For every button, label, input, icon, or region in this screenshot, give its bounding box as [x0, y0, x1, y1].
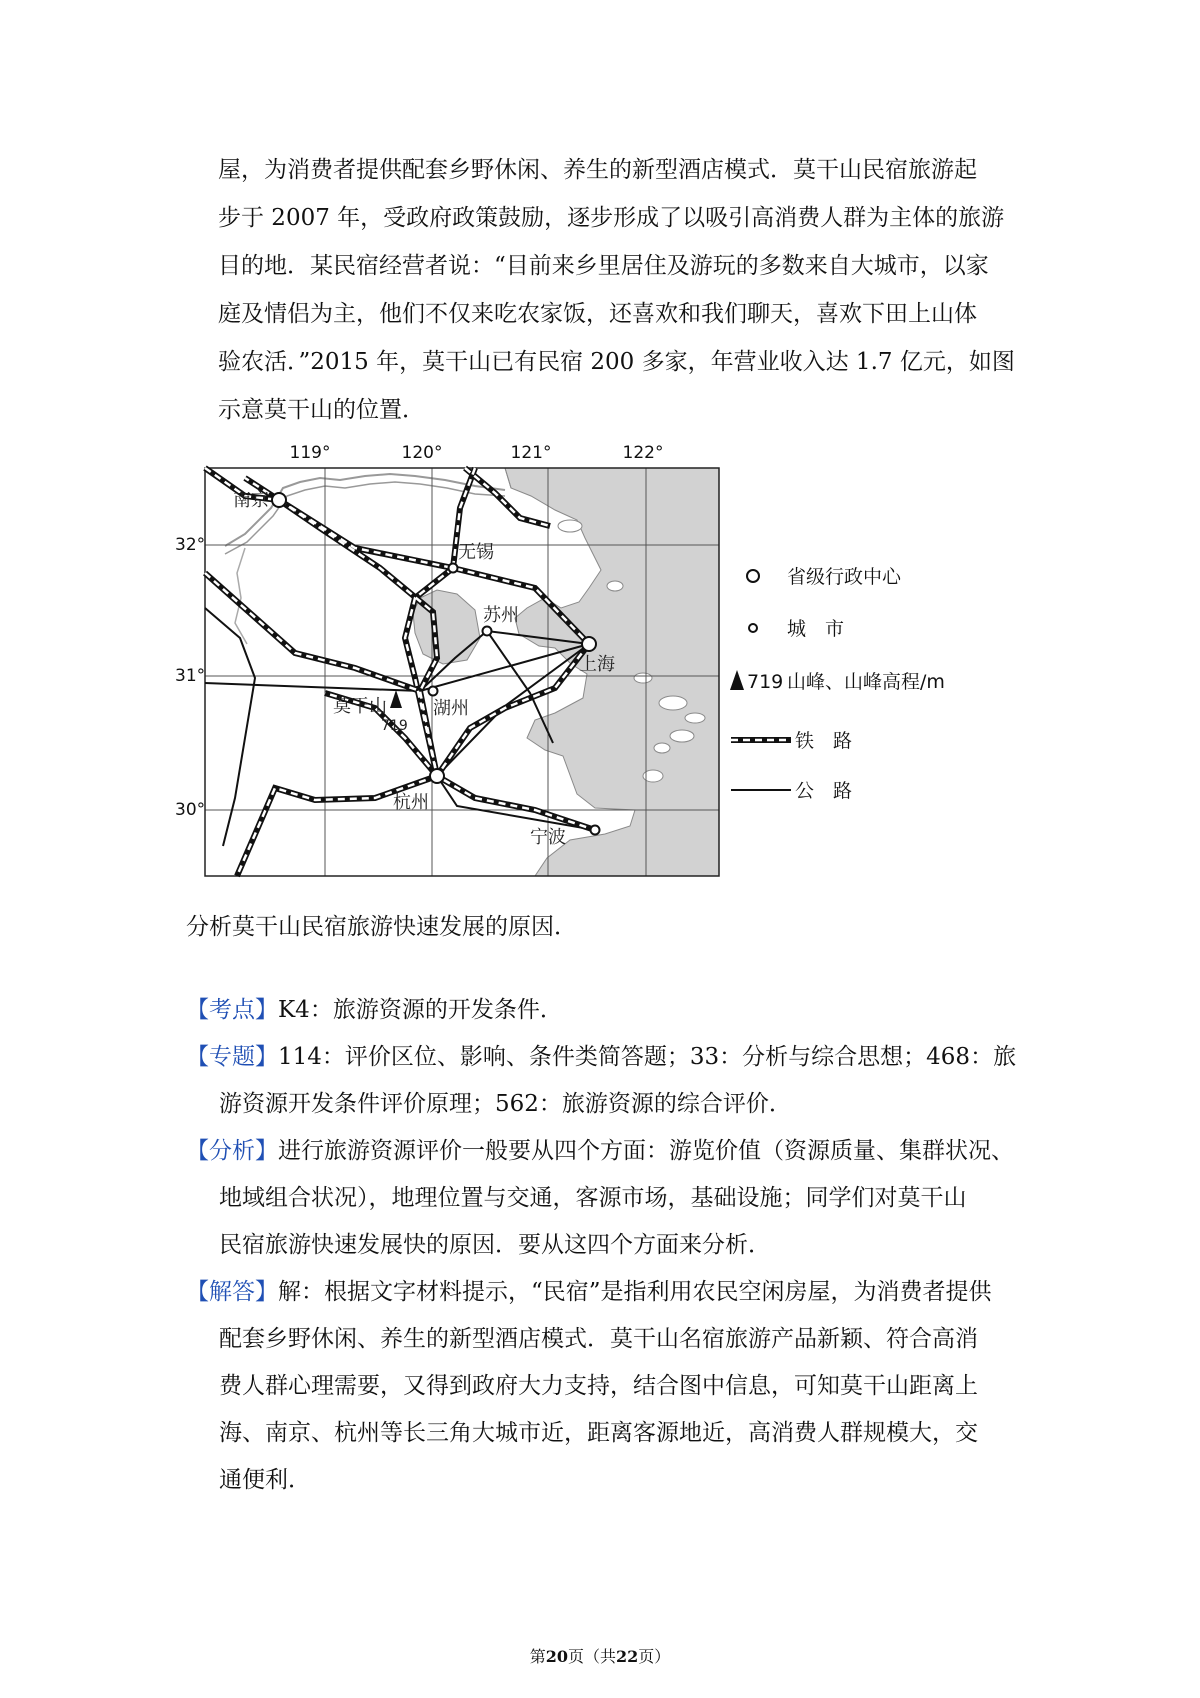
shanghai-label: 上海 — [579, 654, 615, 675]
ningbo-marker — [591, 826, 600, 835]
footer-page-number: 20 — [545, 1647, 568, 1666]
legend-railway-label: 铁 路 — [795, 730, 853, 752]
nanjing-label: 南京 — [233, 490, 269, 511]
zhuanti-section — [186, 1034, 1066, 1128]
footer-suffix: 页） — [638, 1647, 671, 1666]
zhuanti-line: 游资源开发条件评价原理；562：旅游资源的综合评价． — [219, 1091, 792, 1117]
island — [634, 673, 652, 683]
legend-capital-icon — [747, 570, 759, 582]
footer-total-pages: 22 — [616, 1647, 639, 1666]
hangzhou-label: 杭州 — [393, 792, 429, 813]
moganshan-label: 莫干山 — [333, 696, 387, 717]
longitude-label: 119° — [289, 443, 331, 463]
fenxi-section — [186, 1128, 1066, 1269]
wuxi-marker — [449, 564, 458, 573]
legend-peak-icon — [730, 670, 744, 690]
latitude-label: 32° — [175, 535, 206, 555]
island — [685, 713, 705, 723]
longitude-label: 122° — [622, 443, 664, 463]
jieda-tag: 【解答】 — [186, 1279, 278, 1305]
footer-middle: 页（共 — [567, 1647, 616, 1666]
moganshan-peak-icon — [390, 690, 402, 708]
fenxi-line: 民宿旅游快速发展快的原因．要从这四个方面来分析． — [219, 1232, 771, 1258]
island — [654, 743, 670, 753]
ningbo-label: 宁波 — [530, 827, 566, 848]
suzhou-label: 苏州 — [483, 605, 519, 626]
longitude-label: 121° — [510, 443, 552, 463]
nanjing-marker — [272, 493, 286, 507]
map-legend — [730, 566, 945, 802]
intro-line: 屋，为消费者提供配套乡野休闲、养生的新型酒店模式．莫干山民宿旅游起 — [218, 157, 977, 183]
moganshan-location-map — [175, 438, 1055, 898]
intro-line: 庭及情侣为主，他们不仅来吃农家饭，还喜欢和我们聊天，喜欢下田上山体 — [218, 301, 977, 327]
wuxi-label: 无锡 — [458, 542, 494, 563]
jieda-line: 通便利． — [219, 1467, 311, 1493]
intro-line: 步于 2007 年，受政府政策鼓励，逐步形成了以吸引高消费人群为主体的旅游 — [218, 205, 1005, 231]
legend-capital-label: 省级行政中心 — [787, 566, 902, 588]
island — [670, 730, 694, 742]
yangtze-river — [235, 548, 247, 644]
railway-line — [205, 573, 437, 776]
jieda-line: 费人群心理需要，又得到政府大力支持，结合图中信息，可知莫干山距离上 — [219, 1373, 978, 1399]
moganshan-elevation: 719 — [381, 718, 408, 734]
zhuanti-line: 114：评价区位、影响、条件类简答题；33：分析与综合思想；468：旅 — [278, 1044, 1017, 1070]
kaodian-text: K4：旅游资源的开发条件． — [278, 997, 563, 1023]
legend-peak-value: 719 — [747, 671, 784, 693]
railways — [205, 468, 595, 876]
jieda-line: 解：根据文字材料提示，“民宿”是指利用农民空闲房屋，为消费者提供 — [278, 1279, 992, 1305]
legend-city-icon — [749, 624, 757, 632]
intro-line: 示意莫干山的位置． — [218, 397, 425, 423]
island — [659, 696, 687, 710]
suzhou-marker — [483, 627, 492, 636]
intro-paragraph — [218, 146, 1038, 434]
intro-line: 目的地．某民宿经营者说：“目前来乡里居住及游玩的多数来自大城市，以家 — [218, 253, 989, 279]
huzhou-marker — [429, 687, 438, 696]
island — [558, 520, 582, 532]
railway-line — [237, 776, 437, 876]
question-text: 分析莫干山民宿旅游快速发展的原因． — [186, 914, 577, 940]
intro-line: 验农活．”2015 年，莫干山已有民宿 200 多家，年营业收入达 1.7 亿元，如图 — [218, 349, 1015, 375]
longitude-label: 120° — [401, 443, 443, 463]
zhuanti-tag: 【专题】 — [186, 1044, 278, 1070]
jieda-line: 配套乡野休闲、养生的新型酒店模式．莫干山名宿旅游产品新颖、符合高消 — [219, 1326, 978, 1352]
kaodian-section — [186, 987, 1066, 1034]
jieda-section — [186, 1269, 1066, 1504]
jieda-line: 海、南京、杭州等长三角大城市近，距离客源地近，高消费人群规模大，交 — [219, 1420, 978, 1446]
legend-city-label: 城 市 — [787, 618, 845, 640]
latitude-label: 30° — [175, 800, 206, 820]
legend-highway-label: 公 路 — [795, 780, 853, 802]
fenxi-tag: 【分析】 — [186, 1138, 278, 1164]
fenxi-line: 地域组合状况），地理位置与交通，客源市场，基础设施；同学们对莫干山 — [219, 1185, 967, 1211]
legend-peak-label: 山峰、山峰高程/m — [787, 671, 945, 693]
page-footer — [0, 1644, 1200, 1667]
fenxi-line: 进行旅游资源评价一般要从四个方面：游览价值（资源质量、集群状况、 — [278, 1138, 1014, 1164]
kaodian-tag: 【考点】 — [186, 997, 278, 1023]
huzhou-label: 湖州 — [433, 698, 469, 719]
latitude-label: 31° — [175, 666, 206, 686]
island — [607, 581, 623, 591]
footer-prefix: 第 — [529, 1647, 546, 1666]
shanghai-marker — [582, 637, 596, 651]
hangzhou-marker — [430, 769, 444, 783]
